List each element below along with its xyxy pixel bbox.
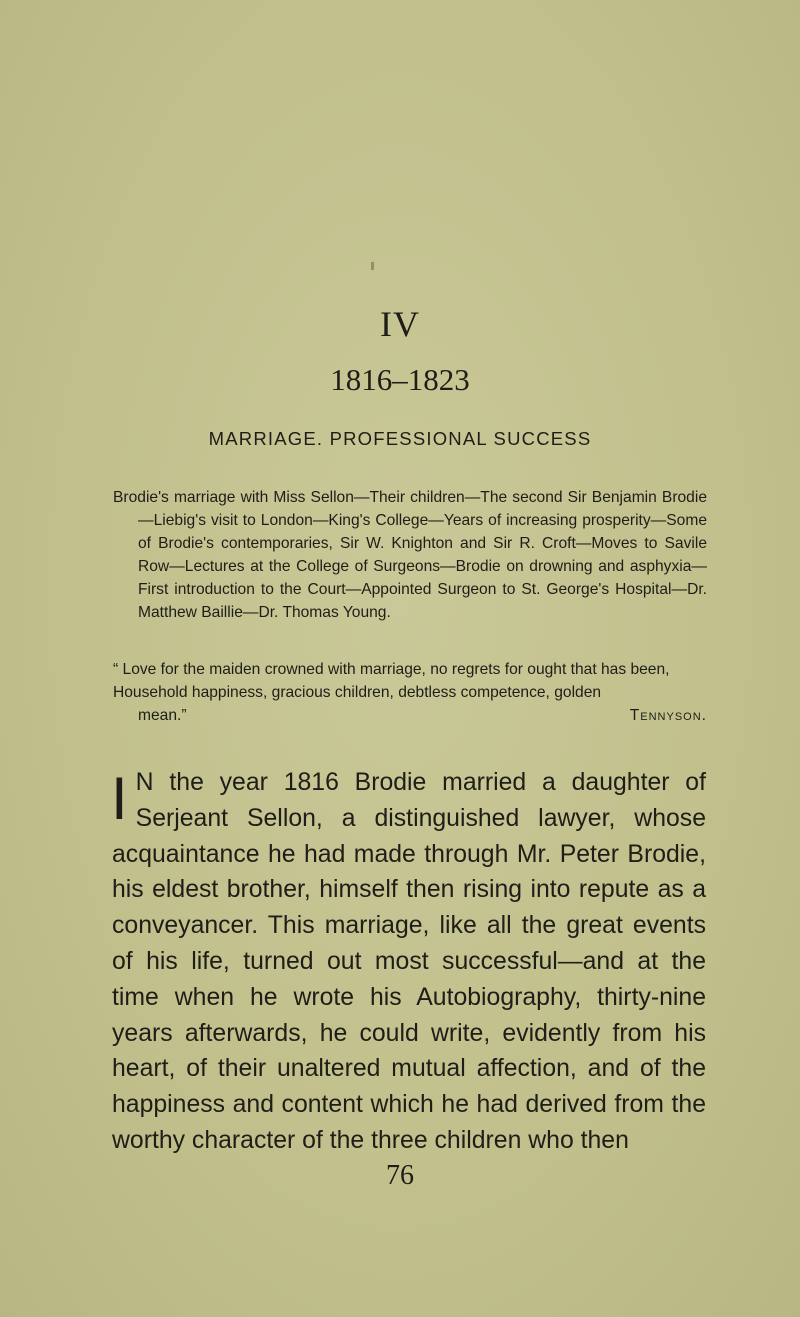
epigraph-line-3 xyxy=(113,704,707,727)
chapter-years: 1816–1823 xyxy=(330,362,470,397)
epigraph-line-1: “ Love for the maiden crowned with marriage, no regrets for ought that has been, xyxy=(113,661,670,678)
chapter-title: MARRIAGE. PROFESSIONAL SUCCESS xyxy=(208,428,592,449)
epigraph-attribution: Tennyson. xyxy=(629,707,707,724)
page-number: 76 xyxy=(386,1160,414,1191)
chapter-number: IV xyxy=(380,304,420,344)
body-paragraph xyxy=(112,765,706,1159)
ink-speck xyxy=(371,262,374,270)
chapter-summary: Brodie's marriage with Miss Sellon—Their children—The second Sir Benjamin Brodie—Liebig's visit to London—King's College—Years of increasing prosperity—Some of Brodie's contemporaries, Sir W. Knighton and Sir R. Croft—Moves to Savile Row—Lectures at the College of Surgeons—Brodie on drowning and asphyxia—First introduction to the Court—Appointed Surgeon to St. George's Hospital—Dr. Matthew Baillie—Dr. Thomas Young. xyxy=(113,489,707,621)
epigraph-line-3-text: mean.” xyxy=(138,707,187,724)
epigraph xyxy=(113,658,707,727)
epigraph-line-2: Household happiness, gracious children, debtless competence, golden xyxy=(113,684,602,701)
drop-cap: I xyxy=(111,765,128,832)
body-paragraph-text: N the year 1816 Brodie married a daughter of Serjeant Sellon, a distinguished lawyer, whose acquaintance he had made through Mr. Peter Brodie, his eldest brother, himself then rising into repute as a conveyancer. This marriage, like all the great events of his life, turned out most successful—and at the time when he wrote his Autobiography, thirty-nine years afterwards, he could write, evidently from his heart, of their unaltered mutual affection, and of the happiness and content which he had derived from the worthy character of the three children who then xyxy=(112,769,706,1154)
